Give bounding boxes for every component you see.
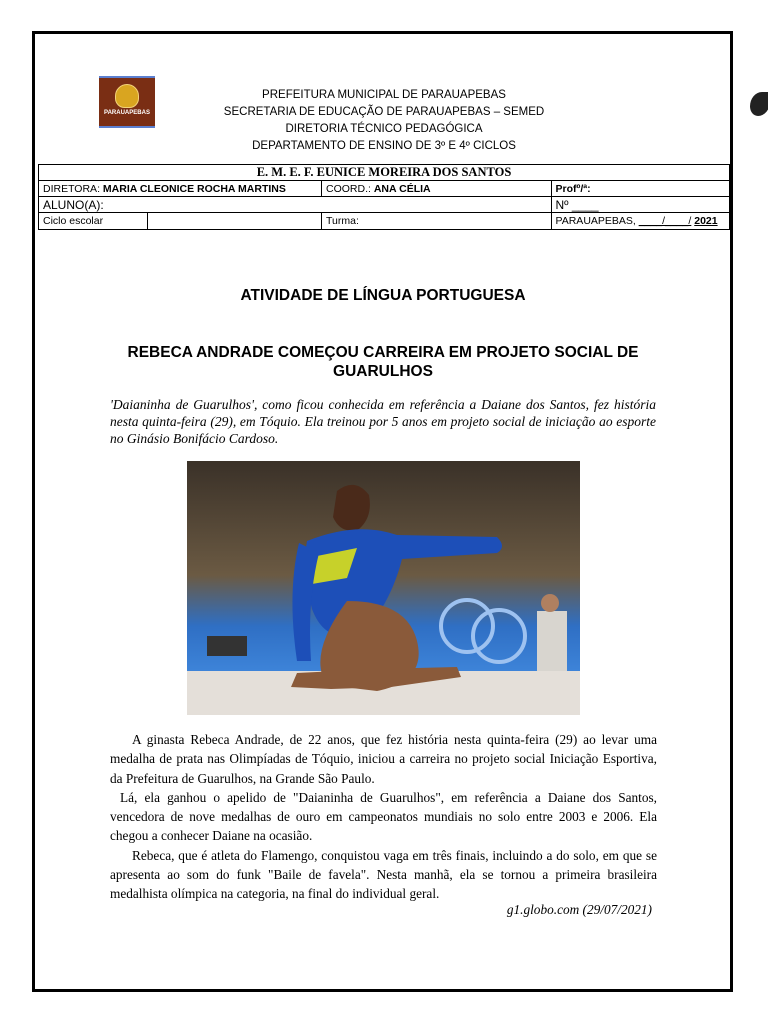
turma-field[interactable]: Turma: (322, 213, 552, 230)
article-lead: 'Daianinha de Guarulhos', como ficou conhecida em referência a Daiane dos Santos, fez história nesta quinta-feira (29), em Tóquio. Ela treinou por 5 anos em projeto social de iniciação ao esporte no Ginásio Bonifácio Cardoso. (110, 397, 656, 446)
school-info-table (38, 164, 730, 230)
date-blanks[interactable]: ____/____/ (638, 215, 692, 227)
coord-label: COORD.: (326, 182, 371, 195)
article-body (110, 730, 657, 904)
ciclo-row (39, 213, 322, 230)
numero-field[interactable]: Nº ____ (551, 197, 730, 213)
diretora-cell (39, 181, 322, 197)
dolphin-icon (750, 92, 768, 116)
ciclo-label: Ciclo escolar (39, 213, 147, 229)
coat-of-arms-icon (115, 84, 139, 108)
secondary-logo (745, 74, 768, 126)
header-line-2: SECRETARIA DE EDUCAÇÃO DE PARAUAPEBAS – SEMED (223, 106, 545, 118)
header-line-3: DIRETORIA TÉCNICO PEDAGÓGICA (285, 123, 483, 135)
diretora-name: MARIA CLEONICE ROCHA MARTINS (102, 182, 286, 195)
prof-cell: Profº/ª: (551, 181, 730, 197)
gymnast-photo (187, 461, 580, 715)
coord-name: ANA CÉLIA (373, 182, 431, 195)
activity-title: ATIVIDADE DE LÍNGUA PORTUGUESA (240, 287, 526, 304)
article-source: g1.globo.com (29/07/2021) (506, 902, 652, 917)
school-name: E. M. E. F. EUNICE MOREIRA DOS SANTOS (39, 165, 730, 181)
header-line-1: PREFEITURA MUNICIPAL DE PARAUAPEBAS (262, 89, 506, 101)
logo-text: PARAUAPEBAS (104, 110, 150, 116)
city-label: PARAUAPEBAS, (555, 215, 636, 227)
paragraph-2: Lá, ela ganhou o apelido de "Daianinha de Guarulhos", em referência a Daiane dos Santos, vencedora de nove medalhas de ouro em campeonatos mundiais no solo entre 2003 e 2006. Ela chegou a conhecer Daiane na ocasião. (110, 789, 657, 844)
paragraph-3: Rebeca, que é atleta do Flamengo, conquistou vaga em três finais, incluindo a do solo, em que se apresenta ao som do funk "Baile de favela". Nesta manhã, ela se tornou a primeira brasileira medalhista olímpica na categoria, na final do individual geral. (110, 847, 657, 902)
date-cell (551, 213, 730, 230)
header-line-4: DEPARTAMENTO DE ENSINO DE 3º E 4º CICLOS (252, 140, 516, 152)
article-headline: REBECA ANDRADE COMEÇOU CARREIRA EM PROJETO SOCIAL DE GUARULHOS (127, 344, 639, 380)
aluno-field[interactable]: ALUNO(A): (39, 197, 552, 213)
diretora-label: DIRETORA: (43, 182, 100, 195)
ciclo-field[interactable] (147, 213, 321, 229)
parauapebas-logo (99, 76, 155, 128)
institution-header (180, 87, 588, 155)
coord-cell (322, 181, 552, 197)
date-year: 2021 (694, 215, 718, 227)
paragraph-1: A ginasta Rebeca Andrade, de 22 anos, que fez história nesta quinta-feira (29) ao levar uma medalha de prata nas Olimpíadas de Tóquio, iniciou a carreira no projeto social Iniciação Esportiva, da Prefeitura de Guarulhos, na Grande São Paulo. (110, 732, 657, 786)
